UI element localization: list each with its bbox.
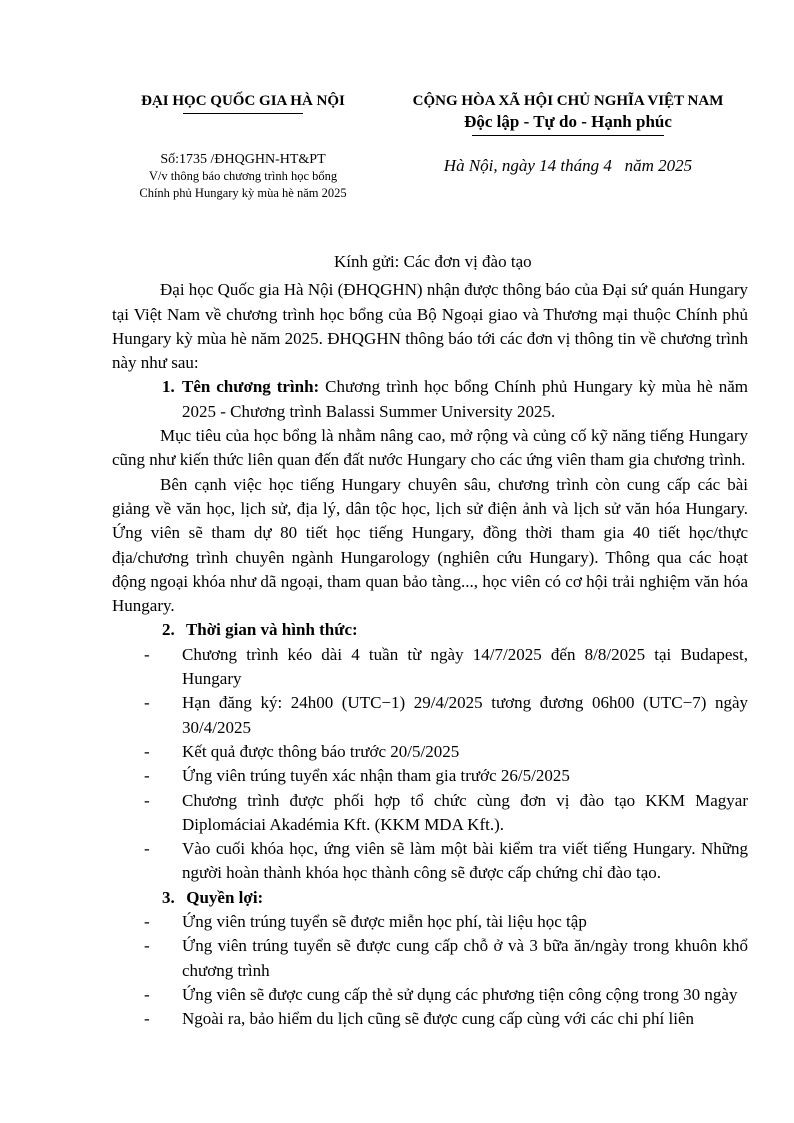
list-item: [112, 983, 748, 1007]
header-left: [108, 93, 378, 202]
organization-underline: [183, 113, 303, 114]
list-item-text: Ngoài ra, bảo hiểm du lịch cũng sẽ được cung cấp cùng với các chi phí liên: [182, 1009, 695, 1029]
section-1-text: Chương trình học bổng Chính phủ Hungary kỳ mùa hè năm 2025 - Chương trình Balassi Summer University 2025.: [182, 377, 748, 421]
dash-bullet: -: [144, 790, 150, 810]
list-item: [112, 910, 748, 934]
section-2-number: 2.: [162, 620, 175, 640]
list-item-text: Ứng viên trúng tuyển sẽ được cung cấp chỗ ở và 3 bữa ăn/ngày trong khuôn khổ chương trình: [182, 936, 748, 980]
section-1-paragraph-1: Mục tiêu của học bổng là nhằm nâng cao, mở rộng và củng cố kỹ năng tiếng Hungary cũng như kiến thức liên quan đến đất nước Hungary cho các ứng viên tham gia chương trình.: [112, 426, 748, 470]
list-item: [112, 1007, 748, 1031]
recipient-line: Kính gửi: Các đơn vị đào tạo: [334, 252, 532, 271]
list-item: [112, 764, 748, 788]
section-3-number: 3.: [162, 887, 175, 907]
list-item: [112, 740, 748, 764]
intro-paragraph: Đại học Quốc gia Hà Nội (ĐHQGHN) nhận được thông báo của Đại sứ quán Hungary tại Việt Nam về chương trình học bổng của Bộ Ngoại giao và Thương mại thuộc Chính phủ Hungary kỳ mùa hè năm 2025. ĐHQGHN thông báo tới các đơn vị thông tin về chương trình này như sau:: [112, 280, 748, 373]
subject-line-2: Chính phủ Hungary kỳ mùa hè năm 2025: [139, 186, 347, 200]
list-item-text: Chương trình kéo dài 4 tuần từ ngày 14/7/2025 đến 8/8/2025 tại Budapest, Hungary: [182, 644, 748, 689]
dash-bullet: -: [144, 839, 150, 859]
nation-title: CỘNG HÒA XÃ HỘI CHỦ NGHĨA VIỆT NAM: [412, 93, 724, 109]
list-item-text: Vào cuối khóa học, ứng viên sẽ làm một bài kiểm tra viết tiếng Hungary. Những người hoàn thành khóa học thành công sẽ được cấp chứng chỉ đào tạo.: [182, 839, 748, 883]
section-1-number: 1.: [162, 377, 175, 397]
section-3-heading: [112, 886, 748, 910]
header-right: [378, 93, 758, 176]
dash-bullet: -: [144, 1009, 150, 1029]
list-item-text: Hạn đăng ký: 24h00 (UTC−1) 29/4/2025 tương đương 06h00 (UTC−7) ngày 30/4/2025: [182, 693, 748, 737]
section-1: [112, 375, 748, 424]
section-1-title: Tên chương trình:: [182, 377, 320, 397]
list-item: [112, 934, 748, 983]
organization-name: ĐẠI HỌC QUỐC GIA HÀ NỘI: [141, 93, 345, 109]
dash-bullet: -: [144, 936, 150, 956]
section-2-heading: [112, 618, 748, 642]
document-date: Hà Nội, ngày 14 tháng 4 năm 2025: [443, 156, 693, 175]
document-body: [112, 250, 748, 1032]
motto-underline: [472, 135, 664, 136]
section-2-title: Thời gian và hình thức:: [185, 620, 358, 640]
document-number: Số:1735 /ĐHQGHN-HT&PT: [160, 152, 326, 167]
section-3-title: Quyền lợi:: [186, 887, 264, 907]
list-item: [112, 837, 748, 886]
list-item: [112, 691, 748, 740]
dash-bullet: -: [144, 984, 150, 1004]
section-1-paragraph-2: Bên cạnh việc học tiếng Hungary chuyên sâu, chương trình còn cung cấp các bài giảng về văn học, lịch sử, địa lý, dân tộc học, lịch sử điện ảnh và lịch sử văn hóa Hungary. Ứng viên sẽ tham dự 80 tiết học tiếng Hungary, đồng thời tham gia 40 tiết học/thực địa/chương trình chuyên ngành Hungarology (nghiên cứu Hungary). Thông qua các hoạt động ngoại khóa như dã ngoại, tham quan bảo tàng..., học viên có cơ hội trải nghiệm văn hóa Hungary.: [112, 474, 748, 616]
list-item-text: Chương trình được phối hợp tổ chức cùng đơn vị đào tạo KKM Magyar Diplomáciai Akadémia Kft. (KKM MDA Kft.).: [182, 790, 748, 834]
dash-bullet: -: [144, 741, 150, 761]
list-item: [112, 789, 748, 838]
list-item-text: Kết quả được thông báo trước 20/5/2025: [182, 741, 460, 761]
dash-bullet: -: [144, 912, 150, 932]
list-item-text: Ứng viên sẽ được cung cấp thẻ sử dụng các phương tiện công cộng trong 30 ngày: [182, 984, 738, 1004]
dash-bullet: -: [144, 693, 150, 713]
list-item: [112, 643, 748, 692]
subject-line-1: V/v thông báo chương trình học bổng: [148, 169, 338, 183]
dash-bullet: -: [144, 766, 150, 786]
list-item-text: Ứng viên trúng tuyển sẽ được miễn học phí, tài liệu học tập: [182, 912, 587, 932]
list-item-text: Ứng viên trúng tuyển xác nhận tham gia trước 26/5/2025: [182, 766, 570, 786]
national-motto: Độc lập - Tự do - Hạnh phúc: [464, 112, 672, 131]
dash-bullet: -: [144, 644, 150, 664]
